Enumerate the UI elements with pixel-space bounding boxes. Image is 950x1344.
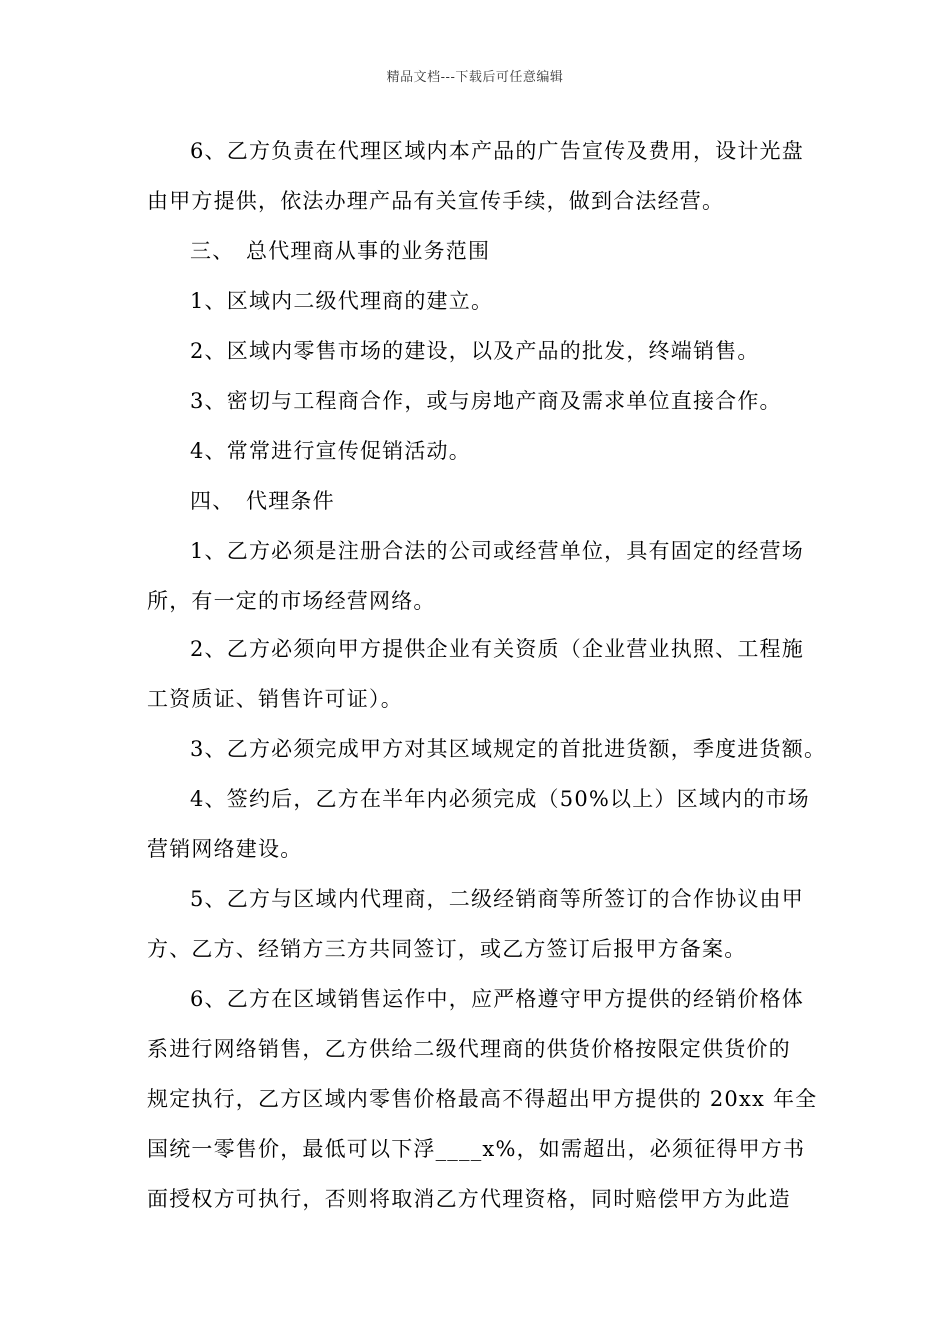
section-number: 三、: [190, 239, 235, 263]
paragraph-line: 方、乙方、经销方三方共同签订，或乙方签订后报甲方备案。: [147, 937, 747, 961]
section-heading: [190, 488, 335, 514]
paragraph-line: 3、乙方必须完成甲方对其区域规定的首批进货额，季度进货额。: [190, 737, 827, 761]
paragraph-line: 营销网络建设。: [147, 837, 303, 861]
list-item: 2、区域内零售市场的建设，以及产品的批发，终端销售。: [190, 339, 760, 363]
list-item: 3、密切与工程商合作，或与房地产商及需求单位直接合作。: [190, 389, 782, 413]
paragraph-line: 所，有一定的市场经营网络。: [147, 589, 436, 613]
section-title: 总代理商从事的业务范围: [246, 239, 491, 263]
paragraph-line: 2、乙方必须向甲方提供企业有关资质（企业营业执照、工程施: [190, 637, 804, 661]
section-heading: [190, 238, 490, 264]
paragraph-line: 5、乙方与区域内代理商，二级经销商等所签订的合作协议由甲: [190, 887, 804, 911]
paragraph-line: 4、签约后，乙方在半年内必须完成（50%以上）区域内的市场: [190, 787, 810, 811]
list-item: 4、常常进行宣传促销活动。: [190, 439, 471, 463]
paragraph-line: 面授权方可执行，否则将取消乙方代理资格，同时赔偿甲方为此造: [147, 1187, 791, 1211]
section-title: 代理条件: [246, 489, 335, 513]
list-item: 1、区域内二级代理商的建立。: [190, 289, 494, 313]
page-header: 精品文档---下载后可任意编辑: [386, 70, 564, 85]
paragraph-line: 系进行网络销售，乙方供给二级代理商的供货价格按限定供货价的: [147, 1037, 791, 1061]
paragraph-line: 1、乙方必须是注册合法的公司或经营单位，具有固定的经营场: [190, 539, 804, 563]
paragraph-line: 由甲方提供，依法办理产品有关宣传手续，做到合法经营。: [147, 189, 725, 213]
section-number: 四、: [190, 489, 235, 513]
paragraph-line: 国统一零售价，最低可以下浮____x%，如需超出，必须征得甲方书: [147, 1137, 806, 1161]
paragraph-line: 6、乙方负责在代理区域内本产品的广告宣传及费用，设计光盘: [190, 139, 804, 163]
paragraph-line: 工资质证、销售许可证）。: [147, 687, 403, 711]
paragraph-line: 规定执行，乙方区域内零售价格最高不得超出甲方提供的 20xx 年全: [147, 1087, 818, 1111]
paragraph-line: 6、乙方在区域销售运作中，应严格遵守甲方提供的经销价格体: [190, 987, 804, 1011]
